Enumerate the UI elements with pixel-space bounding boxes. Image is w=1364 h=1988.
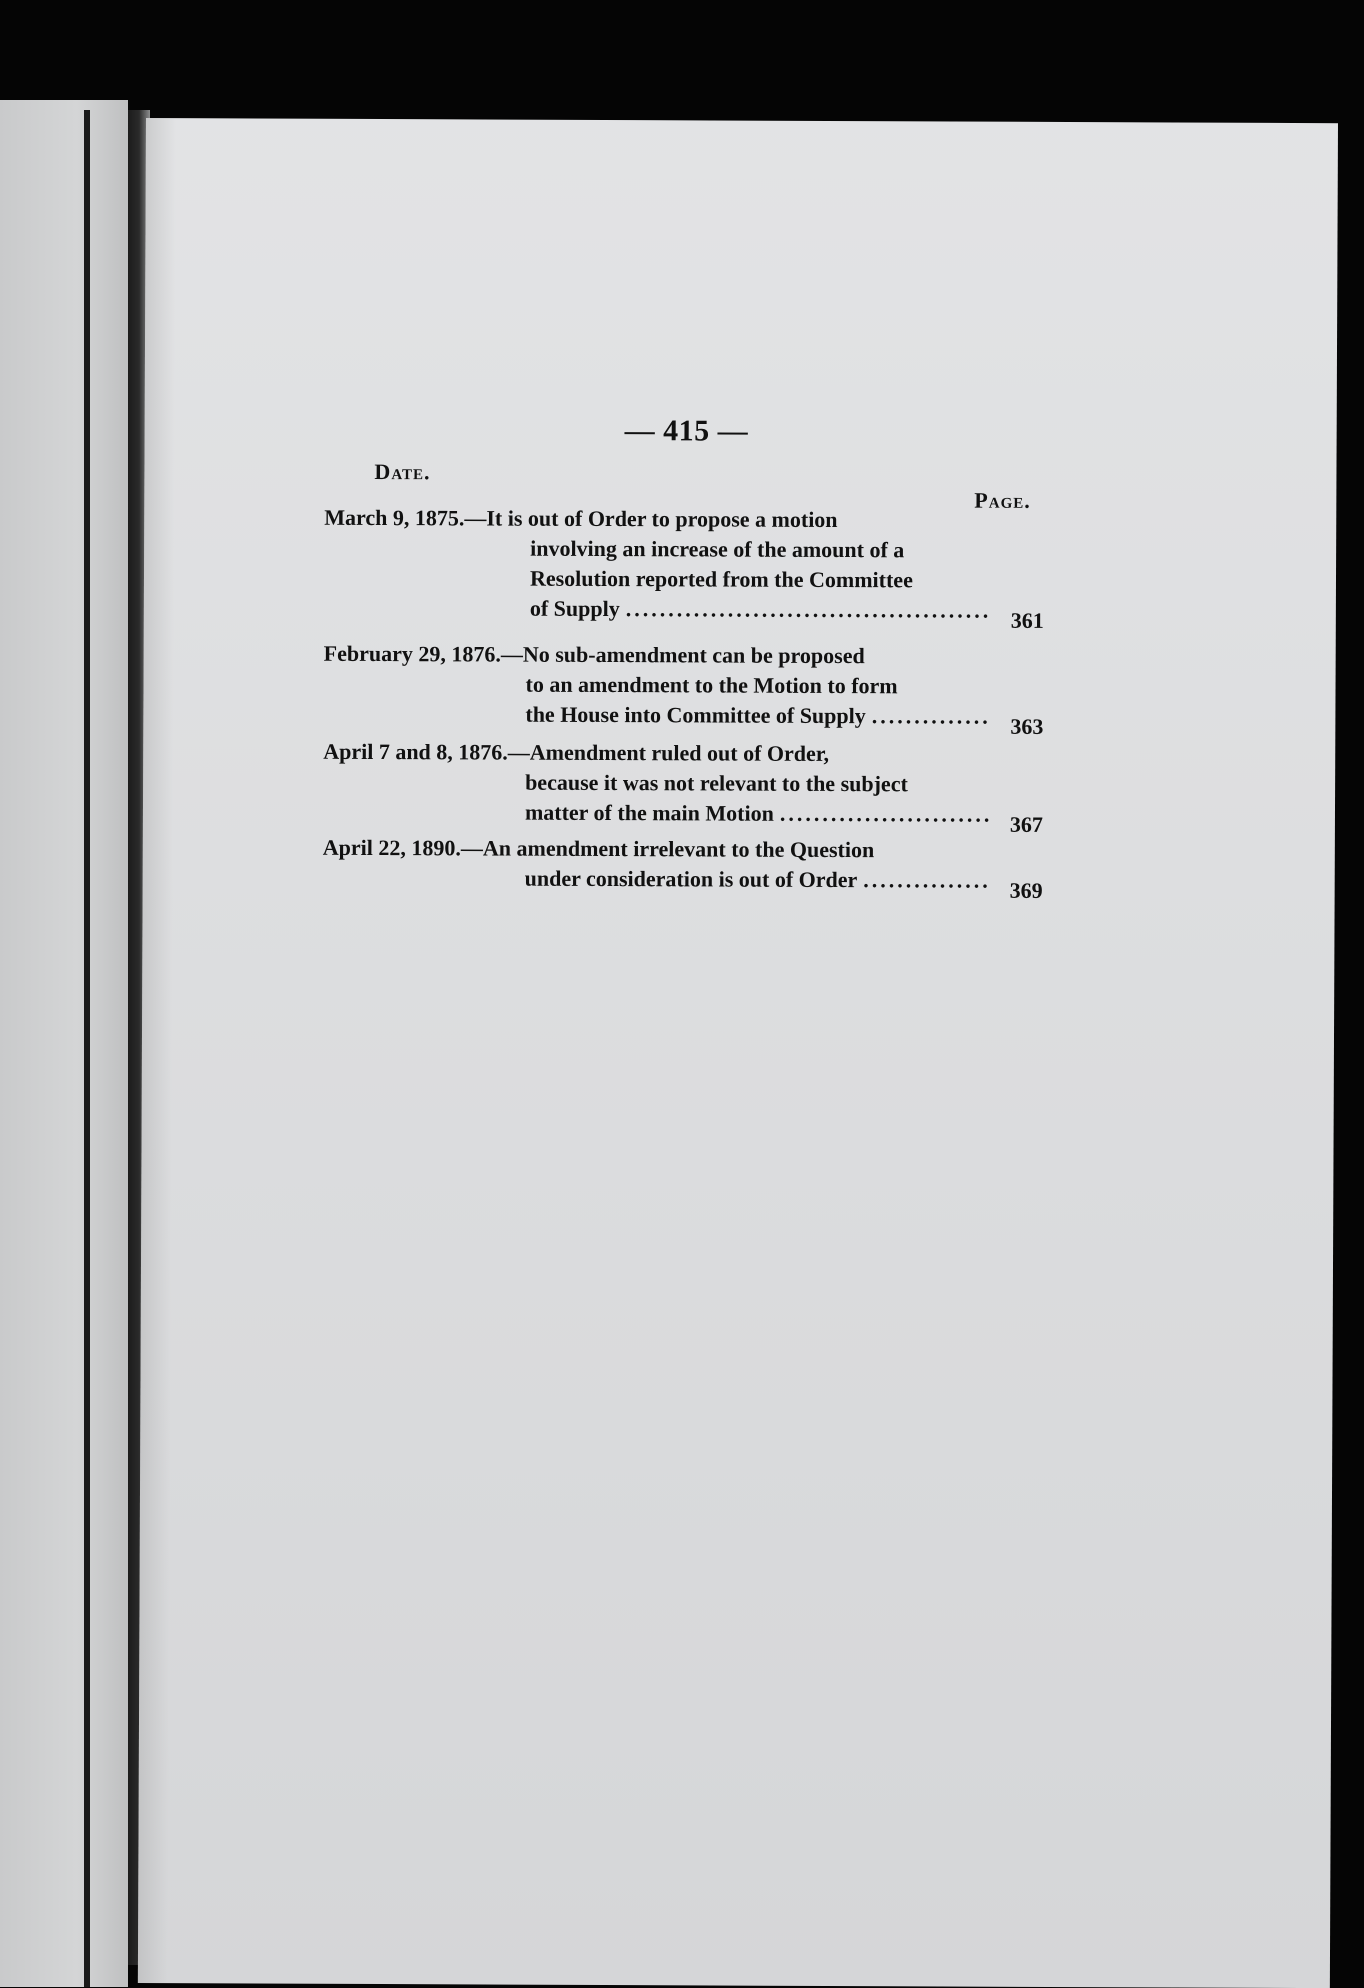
entry-continuation xyxy=(323,767,1043,837)
entry-last-line xyxy=(529,594,1044,633)
entry-first-line xyxy=(323,737,1043,770)
entry-page-number: 363 xyxy=(1010,713,1044,739)
index-entry xyxy=(323,639,1044,739)
entry-last-line xyxy=(524,798,1043,837)
entry-text: under consideration is out of Order xyxy=(524,865,858,893)
entry-text: the House into Committee of Supply xyxy=(525,701,866,729)
entry-page-number: 369 xyxy=(1009,877,1043,903)
entry-page-number: 361 xyxy=(1010,607,1044,633)
entry-last-line xyxy=(525,700,1044,739)
entry-text: because it was not relevant to the subject xyxy=(525,769,908,797)
entry-first-line xyxy=(324,503,1044,536)
entry-last-line xyxy=(524,864,1043,903)
entry-date: February 29, 1876. xyxy=(323,640,501,667)
entry-continuation xyxy=(323,863,1043,903)
entry-continuation xyxy=(324,533,1044,633)
entry-text: —Amendment ruled out of Order, xyxy=(507,739,830,766)
entry-text: of Supply xyxy=(529,595,620,622)
entry-first-line xyxy=(324,639,1044,672)
entry-text: —No sub-amendment can be proposed xyxy=(500,641,865,669)
date-column-heading: Date. xyxy=(374,459,431,485)
dot-leader xyxy=(872,701,990,732)
entry-first-line xyxy=(323,833,1043,866)
entry-date: April 7 and 8, 1876. xyxy=(323,738,508,765)
entry-page-number: 367 xyxy=(1009,811,1043,837)
entry-text: —It is out of Order to propose a motion xyxy=(464,505,838,533)
page-number: — 415 — xyxy=(624,414,749,448)
entry-text: Resolution reported from the Committee xyxy=(529,565,913,593)
entry-text: matter of the main Motion xyxy=(524,799,774,826)
index-entry xyxy=(324,503,1045,633)
dot-leader xyxy=(863,865,988,896)
entry-text: to an amendment to the Motion to form xyxy=(525,671,898,699)
entry-continuation xyxy=(323,669,1044,739)
index-entry xyxy=(323,737,1043,837)
entry-date: April 22, 1890. xyxy=(322,834,461,861)
entry-date: March 9, 1875. xyxy=(324,504,465,531)
entry-text: —An amendment irrelevant to the Question xyxy=(460,835,875,863)
left-page-edge xyxy=(0,100,128,1987)
document-page xyxy=(138,118,1338,1988)
page-column-heading: Page. xyxy=(974,487,1031,513)
dot-leader xyxy=(780,799,989,830)
dot-leader xyxy=(626,594,990,626)
entry-text: involving an increase of the amount of a xyxy=(530,535,905,563)
index-entry xyxy=(322,833,1043,903)
page-gap-line xyxy=(84,110,90,1987)
